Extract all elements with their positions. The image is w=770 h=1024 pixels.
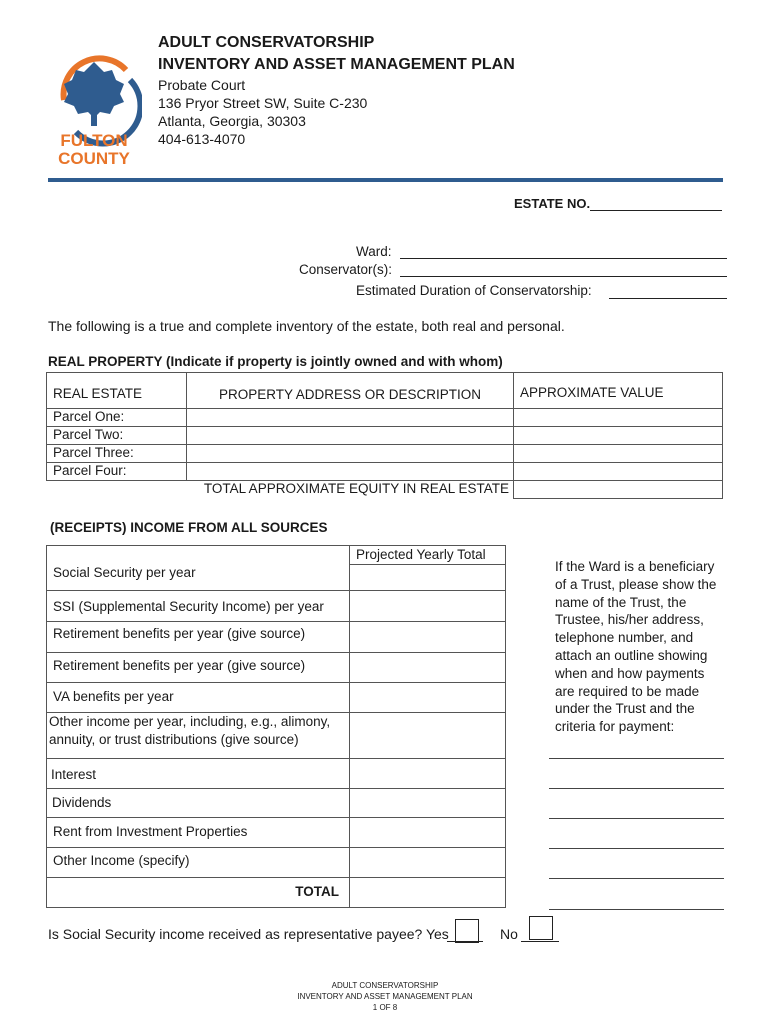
- no-label: No: [500, 926, 518, 942]
- footer-line-1: ADULT CONSERVATORSHIP: [331, 981, 439, 990]
- form-title: [158, 32, 515, 76]
- footer-page-number: 1 OF 8: [372, 1003, 398, 1012]
- parcel-value-cell[interactable]: [514, 445, 723, 463]
- col-property-address: PROPERTY ADDRESS OR DESCRIPTION: [187, 373, 514, 409]
- parcel-address-cell[interactable]: [187, 463, 514, 481]
- income-row-label: Interest: [47, 759, 350, 789]
- income-row-value[interactable]: [350, 591, 506, 622]
- income-row-value[interactable]: [350, 789, 506, 818]
- court-street: 136 Pryor Street SW, Suite C-230: [158, 95, 368, 111]
- income-row-label: Rent from Investment Properties: [47, 818, 350, 848]
- title-line-1: ADULT CONSERVATORSHIP: [158, 34, 375, 51]
- court-phone: 404-613-4070: [158, 131, 246, 147]
- court-city: Atlanta, Georgia, 30303: [158, 113, 306, 129]
- conservators-field[interactable]: [400, 262, 727, 277]
- footer-line-2: INVENTORY AND ASSET MANAGEMENT PLAN: [297, 992, 473, 1001]
- income-row-value[interactable]: [350, 653, 506, 683]
- ward-row: [356, 244, 392, 259]
- income-row-label: Social Security per year: [47, 565, 350, 591]
- estate-no-label: ESTATE NO.: [514, 196, 591, 211]
- income-total-label: TOTAL: [47, 878, 350, 908]
- trust-info-line[interactable]: [549, 909, 724, 910]
- income-row-label: Other income per year, including, e.g., alimony, annuity, or trust distributions (give source): [47, 713, 350, 759]
- income-label-cell: [47, 546, 350, 565]
- payee-question: Is Social Security income received as representative payee?: [48, 926, 423, 942]
- income-row-label: Retirement benefits per year (give source): [47, 653, 350, 683]
- income-heading: (RECEIPTS) INCOME FROM ALL SOURCES: [50, 520, 328, 535]
- col-approx-value: APPROXIMATE VALUE: [514, 373, 723, 409]
- no-checkbox[interactable]: [529, 916, 553, 940]
- income-row-value[interactable]: [350, 848, 506, 878]
- logo-text-fulton: FULTON: [60, 131, 128, 150]
- total-equity-label: TOTAL APPROXIMATE EQUITY IN REAL ESTATE: [203, 481, 509, 496]
- income-row-value[interactable]: [350, 622, 506, 653]
- page-footer: [0, 980, 770, 1013]
- income-row-value[interactable]: [350, 713, 506, 759]
- title-line-2: INVENTORY AND ASSET MANAGEMENT PLAN: [158, 56, 515, 73]
- income-row-label: Retirement benefits per year (give source): [47, 622, 350, 653]
- duration-field[interactable]: [609, 284, 727, 299]
- trust-info-line[interactable]: [549, 758, 724, 759]
- total-equity-cell[interactable]: [514, 481, 723, 499]
- col-real-estate: REAL ESTATE: [47, 373, 187, 409]
- parcel-label: Parcel One:: [47, 409, 187, 427]
- payee-question-row: [48, 926, 449, 942]
- real-property-table: [46, 372, 723, 499]
- estate-no-field[interactable]: [590, 196, 722, 211]
- trust-instructions: If the Ward is a beneficiary of a Trust, please show the name of the Trust, the Trustee, his/her address, telephone number, and attach an outline showing when and how payments are required to be made under the Trust and the criteria for payment:: [555, 559, 717, 735]
- parcel-address-cell[interactable]: [187, 445, 514, 463]
- income-total-value[interactable]: [350, 878, 506, 908]
- trust-info-line[interactable]: [549, 848, 724, 849]
- parcel-label: Parcel Two:: [47, 427, 187, 445]
- income-row-label: SSI (Supplemental Security Income) per year: [47, 591, 350, 622]
- parcel-value-cell[interactable]: [514, 463, 723, 481]
- trust-info-line[interactable]: [549, 878, 724, 879]
- ward-label: Ward:: [356, 244, 392, 259]
- trust-info-line[interactable]: [549, 818, 724, 819]
- parcel-value-cell[interactable]: [514, 427, 723, 445]
- real-property-heading: REAL PROPERTY (Indicate if property is jointly owned and with whom): [48, 354, 503, 369]
- trust-info-line[interactable]: [549, 788, 724, 789]
- fulton-county-logo: [46, 40, 142, 170]
- court-name: Probate Court: [158, 77, 246, 93]
- parcel-address-cell[interactable]: [187, 427, 514, 445]
- logo-text-county: COUNTY: [58, 149, 130, 168]
- duration-label: Estimated Duration of Conservatorship:: [356, 283, 592, 298]
- court-address: [158, 76, 367, 148]
- income-table: [46, 545, 506, 908]
- header-rule: [48, 178, 723, 182]
- income-row-value[interactable]: [350, 565, 506, 591]
- yes-field: [447, 919, 483, 942]
- intro-text: The following is a true and complete inventory of the estate, both real and personal.: [48, 318, 565, 334]
- yes-checkbox[interactable]: [455, 919, 479, 943]
- income-row-label: VA benefits per year: [47, 683, 350, 713]
- col-projected-yearly: Projected Yearly Total: [350, 546, 506, 565]
- tree-seal-icon: [46, 40, 142, 170]
- income-row-value[interactable]: [350, 759, 506, 789]
- parcel-label: Parcel Four:: [47, 463, 187, 481]
- ward-field[interactable]: [400, 244, 727, 259]
- parcel-label: Parcel Three:: [47, 445, 187, 463]
- income-row-label: Other Income (specify): [47, 848, 350, 878]
- income-row-value[interactable]: [350, 683, 506, 713]
- no-field: [521, 916, 559, 942]
- parcel-value-cell[interactable]: [514, 409, 723, 427]
- yes-label: Yes: [425, 926, 449, 942]
- estate-no: [514, 196, 722, 211]
- income-row-label: Dividends: [47, 789, 350, 818]
- parcel-address-cell[interactable]: [187, 409, 514, 427]
- income-row-value[interactable]: [350, 818, 506, 848]
- conservators-label: Conservator(s):: [299, 262, 393, 277]
